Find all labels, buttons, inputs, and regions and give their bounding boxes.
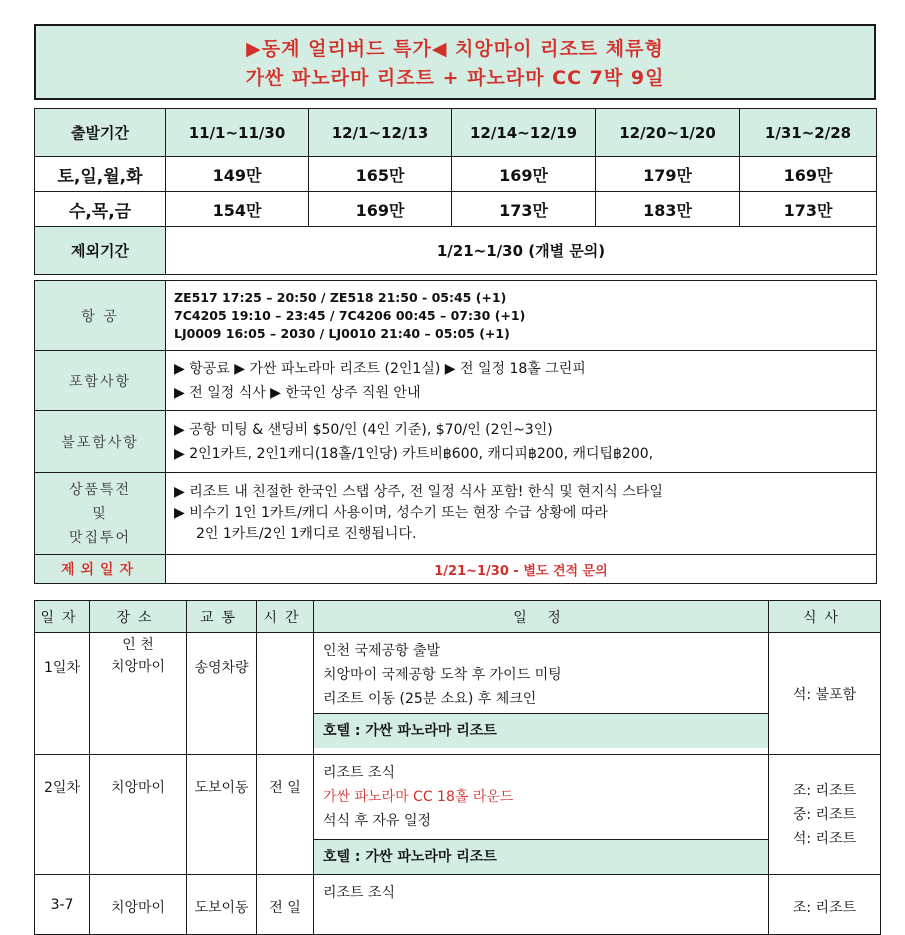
itinerary-cell xyxy=(314,755,769,875)
schedule-day-row xyxy=(35,755,881,875)
meal-line: 석: 불포함 xyxy=(792,686,857,703)
meal-line: 조: 리조트 xyxy=(792,900,857,916)
flight-row xyxy=(35,281,877,351)
price-row-label: 수,목,금 xyxy=(35,192,166,227)
period-cell: 12/14~12/19 xyxy=(452,109,596,157)
price-cell: 149만 xyxy=(166,157,309,192)
info-table xyxy=(34,280,877,584)
header-place: 장소 xyxy=(90,601,187,633)
price-cell: 169만 xyxy=(740,157,877,192)
features-label-line: 상품특전 xyxy=(68,481,132,498)
features-label xyxy=(35,473,166,555)
header-itinerary: 일 정 xyxy=(314,601,769,633)
features-line: 2인 1카트/2인 1캐디로 진행됩니다. xyxy=(196,526,417,542)
not-included-line: ▶ 공항 미팅 & 샌딩비 $50/인 (4인 기준), $70/인 (2인~3인) xyxy=(174,421,553,438)
activity-line: 리조트 조식 xyxy=(323,885,396,901)
time-cell: 전 일 xyxy=(257,755,314,875)
price-cell: 183만 xyxy=(596,192,740,227)
day-cell: 2일차 xyxy=(35,755,90,875)
hotel-line: 호텔 : 가싼 파노라마 리조트 xyxy=(314,839,768,874)
header-day: 일자 xyxy=(35,601,90,633)
features-list xyxy=(166,473,877,555)
price-row xyxy=(35,157,877,192)
included-list xyxy=(166,351,877,411)
price-cell: 165만 xyxy=(309,157,452,192)
price-table xyxy=(34,108,877,275)
header-meals: 식사 xyxy=(769,601,881,633)
time-cell: 전 일 xyxy=(257,875,314,935)
period-cell: 12/1~12/13 xyxy=(309,109,452,157)
included-line: ▶ 전 일정 식사 ▶ 한국인 상주 직원 안내 xyxy=(174,384,421,401)
price-cell: 169만 xyxy=(452,157,596,192)
flight-line: LJ0009 16:05 – 2030 / LJ0010 21:40 – 05:05 (+1) xyxy=(174,325,510,341)
title-line-1: ▶동계 얼리버드 특가◀ 치앙마이 리조트 체류형 xyxy=(246,38,664,60)
price-row xyxy=(35,192,877,227)
not-included-list xyxy=(166,411,877,473)
schedule-day-row xyxy=(35,633,881,755)
features-label-line: 및 xyxy=(92,505,108,522)
itinerary-cell xyxy=(314,633,769,755)
title-line-2: 가싼 파노라마 리조트 + 파노라마 CC 7박 9일 xyxy=(245,67,665,89)
meal-line: 석: 리조트 xyxy=(792,830,857,847)
period-cell: 1/31~2/28 xyxy=(740,109,877,157)
not-included-row xyxy=(35,411,877,473)
exclusion-row xyxy=(35,227,877,275)
features-row xyxy=(35,473,877,555)
meal-line: 중: 리조트 xyxy=(792,806,857,823)
exclusion-value: 1/21~1/30 (개별 문의) xyxy=(166,227,877,275)
place-cell xyxy=(90,755,187,875)
activity-line: 리조트 이동 (25분 소요) 후 체크인 xyxy=(323,691,537,707)
place-line: 인 천 xyxy=(122,637,154,653)
activity-list xyxy=(314,633,768,713)
hotel-line: 호텔 : 가싼 파노라마 리조트 xyxy=(314,713,768,748)
place-line: 치앙마이 xyxy=(110,780,166,796)
day-cell: 3-7 xyxy=(35,875,90,935)
included-line: ▶ 항공료 ▶ 가싼 파노라마 리조트 (2인1실) ▶ 전 일정 18홀 그린피 xyxy=(174,360,586,377)
included-label: 포함사항 xyxy=(35,351,166,411)
activity-list xyxy=(314,755,768,839)
transport-cell: 송영차량 xyxy=(187,633,257,755)
features-line: ▶ 리조트 내 친절한 한국인 스탭 상주, 전 일정 식사 포함! 한식 및 현지식 스타일 xyxy=(174,484,663,500)
flight-line: ZE517 17:25 – 20:50 / ZE518 21:50 - 05:45 (+1) xyxy=(174,289,507,305)
flight-line: 7C4205 19:10 – 23:45 / 7C4206 00:45 – 07:30 (+1) xyxy=(174,307,526,323)
activity-line: 석식 후 자유 일정 xyxy=(323,813,432,829)
meal-cell xyxy=(769,755,881,875)
exclusion-label: 제외기간 xyxy=(35,227,166,275)
meal-line: 조: 리조트 xyxy=(792,782,857,799)
meal-cell xyxy=(769,633,881,755)
header-time: 시간 xyxy=(257,601,314,633)
price-cell: 154만 xyxy=(166,192,309,227)
transport-cell: 도보이동 xyxy=(187,755,257,875)
schedule-table xyxy=(34,600,881,935)
price-cell: 169만 xyxy=(309,192,452,227)
price-cell: 179만 xyxy=(596,157,740,192)
flight-list xyxy=(166,281,877,351)
activity-line: 인천 국제공항 출발 xyxy=(323,643,441,659)
features-line: ▶ 비수기 1인 1카트/캐디 사용이며, 성수기 또는 현장 수급 상황에 따라 xyxy=(174,505,608,521)
place-line: 치앙마이 xyxy=(110,659,166,675)
flight-label: 항 공 xyxy=(35,281,166,351)
not-included-line: ▶ 2인1카트, 2인1캐디(18홀/1인당) 카트비฿600, 캐디피฿200, 캐디팁฿200, xyxy=(174,445,654,462)
activity-line: 리조트 조식 xyxy=(323,765,396,781)
schedule-header-row xyxy=(35,601,881,633)
excluded-dates-label: 제외일자 xyxy=(35,555,166,584)
period-cell: 11/1~11/30 xyxy=(166,109,309,157)
features-label-line: 맛집투어 xyxy=(68,529,132,546)
included-row xyxy=(35,351,877,411)
place-cell xyxy=(90,633,187,755)
header-transport: 교통 xyxy=(187,601,257,633)
place-line: 치앙마이 xyxy=(110,900,166,916)
activity-line: 치앙마이 국제공항 도착 후 가이드 미팅 xyxy=(323,667,562,683)
excluded-dates-row xyxy=(35,555,877,584)
title-banner xyxy=(34,24,876,100)
price-cell: 173만 xyxy=(452,192,596,227)
excluded-dates-value: 1/21~1/30 - 별도 견적 문의 xyxy=(166,555,877,584)
price-header-row xyxy=(35,109,877,157)
departure-period-label: 출발기간 xyxy=(35,109,166,157)
activity-line-highlight: 가싼 파노라마 CC 18홀 라운드 xyxy=(323,789,514,805)
activity-list xyxy=(314,875,768,905)
price-row-label: 토,일,월,화 xyxy=(35,157,166,192)
not-included-label: 불포함사항 xyxy=(35,411,166,473)
transport-cell: 도보이동 xyxy=(187,875,257,935)
day-cell: 1일차 xyxy=(35,633,90,755)
time-cell xyxy=(257,633,314,755)
price-cell: 173만 xyxy=(740,192,877,227)
period-cell: 12/20~1/20 xyxy=(596,109,740,157)
